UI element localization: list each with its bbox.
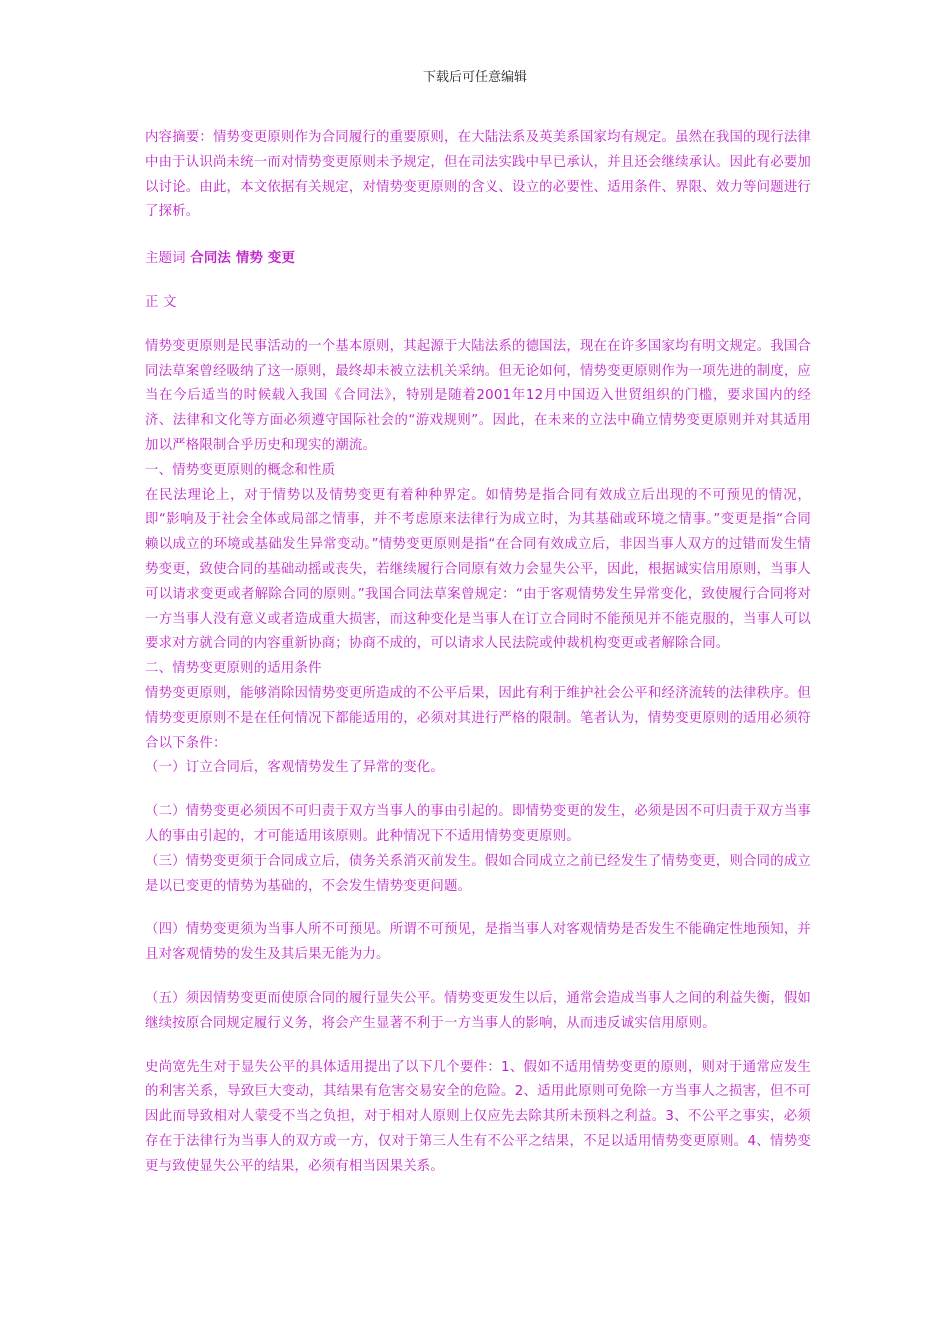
condition-item-1: （一）订立合同后，客观情势发生了异常的变化。 [145,760,444,776]
document-body [145,126,811,1179]
page-header: 下载后可任意编辑 [422,70,527,85]
condition-item-4: （四）情势变更须为当事人所不可预见。所谓不可预见，是指当事人对客观情势是否发生不能确定性地预知，并且对客观情势的发生及其后果无能为力。 [145,922,811,963]
intro-paragraph: 情势变更原则是民事活动的一个基本原则，其起源于大陆法系的德国法，现在在许多国家均有明文规定。我国合同法草案曾经吸纳了这一原则，最终却未被立法机关采纳。但无论如何，情势变更原则作为一项先进的制度，应当在今后适当的时候载入我国《合同法》，特别是随着2001年12月中国迈入世贸组织的门槛，要求国内的经济、法律和文化等方面必须遵守国际社会的“游戏规则”。因此，在未来的立法中确立情势变更原则并对其适用加以严格限制合乎历史和现实的潮流。 [145,338,811,453]
section1-title: 一、情势变更原则的概念和性质 [145,462,336,478]
condition-item-3: （三）情势变更须于合同成立后，债务关系消灭前发生。假如合同成立之前已经发生了情势变更，则合同的成立是以已变更的情势为基础的，不会发生情势变更问题。 [145,853,811,894]
abstract-paragraph: 内容摘要：情势变更原则作为合同履行的重要原则，在大陆法系及英美系国家均有规定。虽然在我国的现行法律中由于认识尚未统一而对情势变更原则未予规定，但在司法实践中早已承认，并且还会继续承认。因此有必要加以讨论。由此，本文依据有关规定，对情势变更原则的含义、设立的必要性、适用条件、界限、效力等问题进行了探析。 [145,130,811,220]
section2-title: 二、情势变更原则的适用条件 [145,661,322,677]
condition-item-2: （二）情势变更必须因不可归责于双方当事人的事由引起的。即情势变更的发生，必须是因不可归责于双方当事人的事由引起的，才可能适用该原则。此种情况下不适用情势变更原则。 [145,804,811,844]
section1-paragraph: 在民法理论上，对于情势以及情势变更有着种种界定。如情势是指合同有效成立后出现的不可预见的情况，即“影响及于社会全体或局部之情事，并不考虑原来法律行为成立时，为其基础或环境之情事。”变更是指“合同赖以成立的环境或基础发生异常变动。”情势变更原则是指“在合同有效成立后，非因当事人双方的过错而发生情势变更，致使合同的基础动摇或丧失，若继续履行合同原有效力会显失公平，因此，根据诚实信用原则，当事人可以请求变更或者解除合同的原则。”我国合同法草案曾规定：“由于客观情势发生异常变化，致使履行合同将对一方当事人没有意义或者造成重大损害，而这种变化是当事人在订立合同时不能预见并不能克服的，当事人可以要求对方就合同的内容重新协商；协商不成的，可以请求人民法院或仲裁机构变更或者解除合同。 [145,487,811,652]
keywords-label: 主题词 [145,251,186,267]
section2-paragraph: 情势变更原则，能够消除因情势变更所造成的不公平后果，因此有利于维护社会公平和经济流转的法律秩序。但情势变更原则不是在任何情况下都能适用的，必须对其进行严格的限制。笔者认为，情势变更原则的适用必须符合以下条件： [145,685,811,751]
closing-paragraph: 史尚宽先生对于显失公平的具体适用提出了以下几个要件：1、假如不适用情势变更的原则，则对于通常应发生的利害关系，导致巨大变动，其结果有危害交易安全的危险。2、适用此原则可免除一方当事人之损害，但不可因此而导致相对人蒙受不当之负担，对于相对人原则上仅应先去除其所未预料之利益。3、不公平之事实，必须存在于法律行为当事人的双方或一方，仅对于第三人生有不公平之结果，不足以适用情势变更原则。4、情势变更与致使显失公平的结果，必须有相当因果关系。 [145,1059,811,1174]
body-heading: 正 文 [145,294,177,310]
keywords-line [145,247,811,272]
keywords-terms: 合同法 情势 变更 [190,251,296,267]
condition-item-5: （五）须因情势变更而使原合同的履行显失公平。情势变更发生以后，通常会造成当事人之间的利益失衡，假如继续按原合同规定履行义务，将会产生显著不利于一方当事人的影响，从而违反诚实信用原则。 [145,990,811,1031]
